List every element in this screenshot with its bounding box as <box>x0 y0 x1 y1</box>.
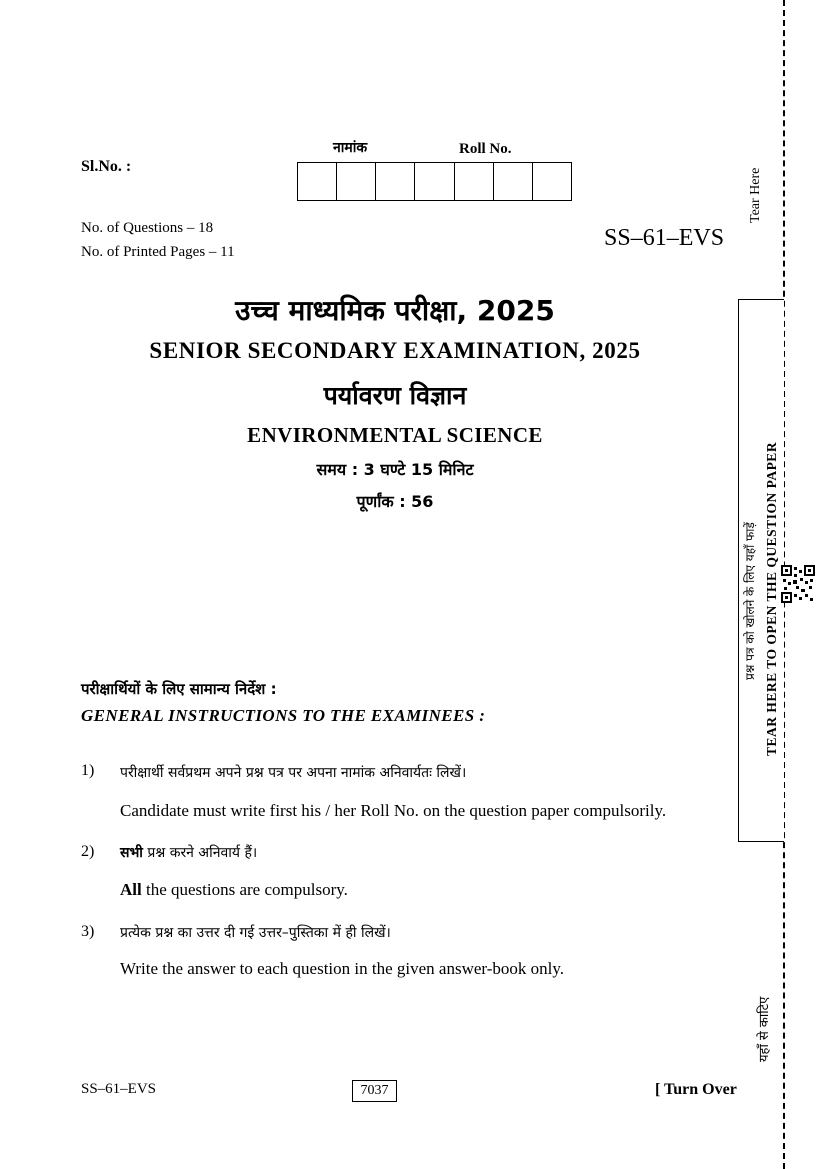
instruction-emphasis: सभी <box>120 845 143 861</box>
tear-instruction: TEAR HERE TO OPEN THE QUESTION PAPER <box>764 441 779 756</box>
instruction-number: 1) <box>81 762 95 779</box>
roll-digit-box[interactable] <box>494 163 533 200</box>
turn-over-label: [ Turn Over <box>655 1081 737 1098</box>
roll-number-label-hindi: नामांक <box>333 140 368 156</box>
instruction-hindi: परीक्षार्थी सर्वप्रथम अपने प्रश्न पत्र पर अपना नामांक अनिवार्यतः लिखें। <box>120 765 467 781</box>
subject-title: ENVIRONMENTAL SCIENCE <box>247 423 543 447</box>
roll-digit-box[interactable] <box>455 163 494 200</box>
maximum-marks: पूर्णांक : 56 <box>356 492 434 511</box>
instruction-number: 2) <box>81 843 95 860</box>
instruction-emphasis: All <box>120 880 142 899</box>
instructions-heading-hindi: परीक्षार्थियों के लिए सामान्य निर्देश : <box>81 680 277 698</box>
roll-digit-box[interactable] <box>376 163 415 200</box>
serial-number-label: Sl.No. : <box>81 158 132 175</box>
instruction-number: 3) <box>81 923 95 940</box>
exam-duration: समय : 3 घण्टे 15 मिनिट <box>316 460 474 479</box>
instruction-english: Candidate must write first his / her Roll No. on the question paper compulsorily. <box>120 801 667 820</box>
number-of-printed-pages: No. of Printed Pages – 11 <box>81 244 235 260</box>
instruction-hindi <box>120 843 257 862</box>
instruction-english <box>120 880 348 900</box>
instruction-text: प्रश्न करने अनिवार्य हैं। <box>142 845 258 861</box>
tear-here-label: Tear Here <box>748 167 763 223</box>
instruction-text: the questions are compulsory. <box>141 880 348 899</box>
qr-code-icon <box>781 565 815 603</box>
roll-digit-box[interactable] <box>337 163 376 200</box>
roll-digit-box[interactable] <box>415 163 454 200</box>
tear-instruction-hindi: प्रश्न पत्र को खोलने के लिए यहाँ फाड़ें <box>743 522 757 680</box>
roll-number-boxes <box>297 162 572 201</box>
exam-title-hindi: उच्च माध्यमिक परीक्षा, 2025 <box>235 294 555 327</box>
paper-code: SS–61–EVS <box>604 225 725 251</box>
exam-title: SENIOR SECONDARY EXAMINATION, 2025 <box>149 338 641 363</box>
footer-paper-code: SS–61–EVS <box>81 1081 157 1097</box>
roll-digit-box[interactable] <box>298 163 337 200</box>
roll-digit-box[interactable] <box>533 163 571 200</box>
number-of-questions: No. of Questions – 18 <box>81 220 214 236</box>
instructions-heading: GENERAL INSTRUCTIONS TO THE EXAMINEES : <box>81 706 486 725</box>
subject-title-hindi: पर्यावरण विज्ञान <box>323 381 467 410</box>
cut-here-label-hindi: यहाँ से काटिए <box>757 996 772 1062</box>
instruction-hindi: प्रत्येक प्रश्न का उत्तर दी गई उत्तर–पुस्तिका में ही लिखें। <box>120 925 391 941</box>
instruction-english: Write the answer to each question in the given answer-book only. <box>120 959 564 978</box>
footer-page-code: 7037 <box>352 1080 397 1102</box>
roll-number-label: Roll No. <box>459 141 512 157</box>
